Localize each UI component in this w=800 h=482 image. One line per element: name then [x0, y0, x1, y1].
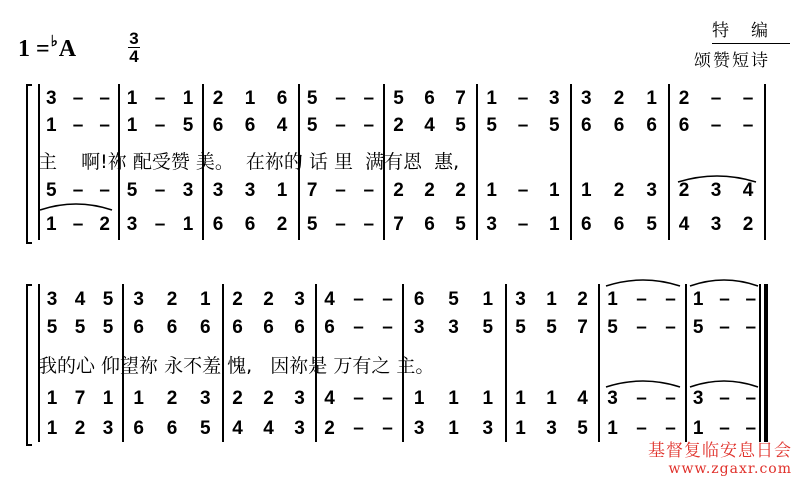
note: 5 — [46, 180, 57, 201]
note: 6 — [232, 317, 243, 338]
slur — [678, 176, 756, 182]
note: 5 — [646, 214, 657, 235]
dash: – — [335, 180, 346, 201]
dash: – — [719, 418, 730, 439]
dash: – — [742, 88, 754, 109]
dash: – — [665, 289, 676, 310]
dash: – — [363, 214, 375, 235]
note: 5 — [74, 317, 86, 338]
note: 7 — [393, 214, 404, 235]
note: 4 — [232, 418, 243, 439]
note: 2 — [232, 388, 243, 409]
note: 1 — [607, 289, 618, 310]
dash: – — [710, 88, 722, 109]
note: 6 — [324, 317, 335, 338]
note: 4 — [276, 115, 288, 136]
note: 2 — [393, 115, 404, 136]
dash: – — [517, 214, 529, 235]
note: 3 — [581, 88, 592, 109]
note: 5 — [482, 317, 494, 338]
dash: – — [99, 115, 110, 136]
note: 3 — [294, 289, 305, 310]
note: 6 — [613, 214, 625, 235]
dash: – — [335, 88, 346, 109]
dash: – — [99, 180, 110, 201]
dash: – — [154, 214, 166, 235]
note: 6 — [581, 214, 592, 235]
note: 1 — [126, 115, 138, 136]
note: 2 — [212, 88, 224, 109]
note: 4 — [678, 214, 690, 235]
arranger-credit: 特编 — [712, 16, 790, 44]
dash: – — [72, 88, 84, 109]
note: 2 — [613, 88, 625, 109]
dash: – — [382, 418, 393, 439]
note: 5 — [692, 317, 704, 338]
watermark-url: www.zgaxr.com — [668, 461, 792, 477]
note: 1 — [182, 88, 194, 109]
note: 1 — [46, 418, 58, 439]
dash: – — [517, 88, 529, 109]
note: 1 — [581, 180, 592, 201]
note: 3 — [482, 418, 494, 439]
note: 1 — [482, 388, 494, 409]
note: 1 — [546, 388, 557, 409]
note: 5 — [546, 317, 557, 338]
dash: – — [745, 289, 757, 310]
note: 1 — [482, 289, 494, 310]
note: 3 — [102, 418, 114, 439]
note: 4 — [74, 289, 86, 310]
note: 3 — [546, 418, 557, 439]
note: 2 — [393, 180, 404, 201]
note: 3 — [46, 88, 57, 109]
dash: – — [745, 388, 757, 409]
note: 6 — [424, 214, 435, 235]
note: 2 — [424, 180, 435, 201]
dash: – — [517, 180, 529, 201]
note: 1 — [448, 418, 459, 439]
slur — [690, 381, 758, 387]
note: 3 — [294, 418, 305, 439]
note: 1 — [546, 289, 557, 310]
note: 5 — [607, 317, 618, 338]
dash: – — [353, 289, 364, 310]
note: 1 — [46, 388, 58, 409]
note: 2 — [678, 180, 690, 201]
note: 2 — [99, 214, 110, 235]
note: 5 — [306, 214, 318, 235]
note: 2 — [263, 388, 274, 409]
note: 2 — [613, 180, 625, 201]
note: 5 — [486, 115, 497, 136]
note: 6 — [294, 317, 305, 338]
note: 3 — [486, 214, 497, 235]
dash: – — [72, 115, 84, 136]
note: 3 — [710, 180, 722, 201]
dash: – — [353, 418, 364, 439]
note: 2 — [678, 88, 690, 109]
note: 3 — [646, 180, 657, 201]
note: 6 — [133, 317, 144, 338]
note: 3 — [182, 180, 194, 201]
note: 6 — [166, 418, 178, 439]
note: 7 — [577, 317, 588, 338]
note: 3 — [46, 289, 58, 310]
note: 3 — [692, 388, 704, 409]
note: 7 — [455, 88, 466, 109]
note: 4 — [324, 388, 335, 409]
note: 4 — [263, 418, 274, 439]
note: 6 — [581, 115, 592, 136]
note: 2 — [166, 289, 178, 310]
note: 5 — [102, 289, 114, 310]
watermark-site-name: 基督复临安息日会 — [648, 441, 792, 461]
note: 3 — [133, 289, 144, 310]
dash: – — [636, 388, 647, 409]
dash: – — [382, 388, 393, 409]
note: 6 — [424, 88, 435, 109]
slur — [606, 280, 680, 286]
note: 6 — [613, 115, 625, 136]
note: 2 — [324, 418, 335, 439]
note: 3 — [244, 180, 256, 201]
dash: – — [742, 115, 754, 136]
note: 2 — [232, 289, 243, 310]
note: 1 — [102, 388, 114, 409]
note: 3 — [448, 317, 459, 338]
dash: – — [665, 388, 676, 409]
note: 2 — [276, 214, 288, 235]
dash: – — [636, 418, 647, 439]
dash: – — [665, 418, 676, 439]
note: 2 — [577, 289, 588, 310]
key-note: A — [58, 36, 77, 62]
key-prefix: 1 = — [18, 36, 50, 62]
note: 3 — [200, 388, 211, 409]
dash: – — [719, 388, 730, 409]
dash: – — [665, 317, 676, 338]
dash: – — [636, 317, 647, 338]
note: 1 — [133, 388, 144, 409]
dash: – — [745, 418, 757, 439]
note: 5 — [182, 115, 194, 136]
note: 1 — [549, 180, 560, 201]
note: 1 — [200, 289, 211, 310]
note: 4 — [424, 115, 435, 136]
dash: – — [710, 115, 722, 136]
watermark — [648, 436, 792, 477]
dash: – — [335, 214, 346, 235]
dash: – — [382, 289, 393, 310]
note: 7 — [74, 388, 86, 409]
note: 1 — [515, 418, 526, 439]
note: 3 — [294, 388, 305, 409]
lyrics-line-1: 主 啊!祢 配受赞 美。 在祢的 话 里 满有恩 惠, — [38, 151, 460, 173]
note: 1 — [276, 180, 288, 201]
note: 3 — [126, 214, 138, 235]
note: 7 — [306, 180, 318, 201]
note: 6 — [276, 88, 288, 109]
note: 3 — [710, 214, 722, 235]
note: 6 — [646, 115, 657, 136]
note: 6 — [212, 115, 224, 136]
note: 3 — [515, 289, 526, 310]
slur — [40, 204, 112, 210]
note: 3 — [549, 88, 560, 109]
note: 4 — [324, 289, 335, 310]
dash: – — [719, 317, 730, 338]
note: 1 — [413, 388, 425, 409]
note: 5 — [515, 317, 526, 338]
note: 2 — [742, 214, 754, 235]
time-signature-bottom: 4 — [129, 47, 139, 66]
note: 6 — [678, 115, 690, 136]
dash: – — [154, 88, 166, 109]
dash: – — [353, 388, 364, 409]
note: 1 — [448, 388, 459, 409]
note: 3 — [413, 317, 425, 338]
note: 1 — [692, 418, 704, 439]
note: 2 — [263, 289, 274, 310]
note: 3 — [413, 418, 425, 439]
note: 5 — [393, 88, 404, 109]
note: 2 — [455, 180, 466, 201]
dash: – — [353, 317, 364, 338]
note: 3 — [212, 180, 224, 201]
note: 4 — [742, 180, 754, 201]
note: 5 — [200, 418, 211, 439]
dash: – — [363, 115, 375, 136]
note: 1 — [515, 388, 526, 409]
dash: – — [363, 180, 375, 201]
note: 1 — [244, 88, 256, 109]
slur — [606, 381, 680, 387]
time-signature-top: 3 — [129, 29, 139, 48]
slur — [690, 280, 758, 286]
note: 6 — [200, 317, 211, 338]
note: 1 — [549, 214, 560, 235]
note: 6 — [244, 214, 256, 235]
dash: – — [363, 88, 375, 109]
note: 6 — [263, 317, 274, 338]
dash: – — [72, 214, 84, 235]
dash: – — [382, 317, 393, 338]
dash: – — [335, 115, 346, 136]
note: 5 — [46, 317, 58, 338]
flat-sign: ♭ — [50, 34, 58, 50]
note: 1 — [46, 115, 57, 136]
note: 5 — [455, 214, 466, 235]
note: 5 — [455, 115, 466, 136]
note: 6 — [133, 418, 144, 439]
dash: – — [72, 180, 84, 201]
note: 2 — [74, 418, 86, 439]
note: 1 — [607, 418, 618, 439]
note: 1 — [46, 214, 57, 235]
note: 1 — [646, 88, 657, 109]
note: 5 — [549, 115, 560, 136]
dash: – — [719, 289, 730, 310]
lyrics-line-2: 我的心 仰望祢 永不羞 愧, 因祢是 万有之 主。 — [38, 355, 435, 377]
note: 5 — [448, 289, 459, 310]
note: 6 — [166, 317, 178, 338]
hymn-collection-title: 颂赞短诗 — [694, 51, 770, 71]
note: 6 — [244, 115, 256, 136]
dash: – — [636, 289, 647, 310]
note: 1 — [692, 289, 704, 310]
note: 5 — [306, 88, 318, 109]
dash: – — [154, 115, 166, 136]
dash: – — [745, 317, 757, 338]
note: 1 — [486, 180, 497, 201]
note: 3 — [607, 388, 618, 409]
note: 1 — [126, 88, 138, 109]
note: 1 — [486, 88, 497, 109]
note: 4 — [577, 388, 588, 409]
note: 5 — [102, 317, 114, 338]
note: 1 — [182, 214, 194, 235]
dash: – — [154, 180, 166, 201]
note: 5 — [126, 180, 138, 201]
note: 6 — [413, 289, 425, 310]
note: 2 — [166, 388, 178, 409]
note: 6 — [212, 214, 224, 235]
note: 5 — [306, 115, 318, 136]
dash: – — [99, 88, 110, 109]
dash: – — [517, 115, 529, 136]
note: 5 — [577, 418, 588, 439]
